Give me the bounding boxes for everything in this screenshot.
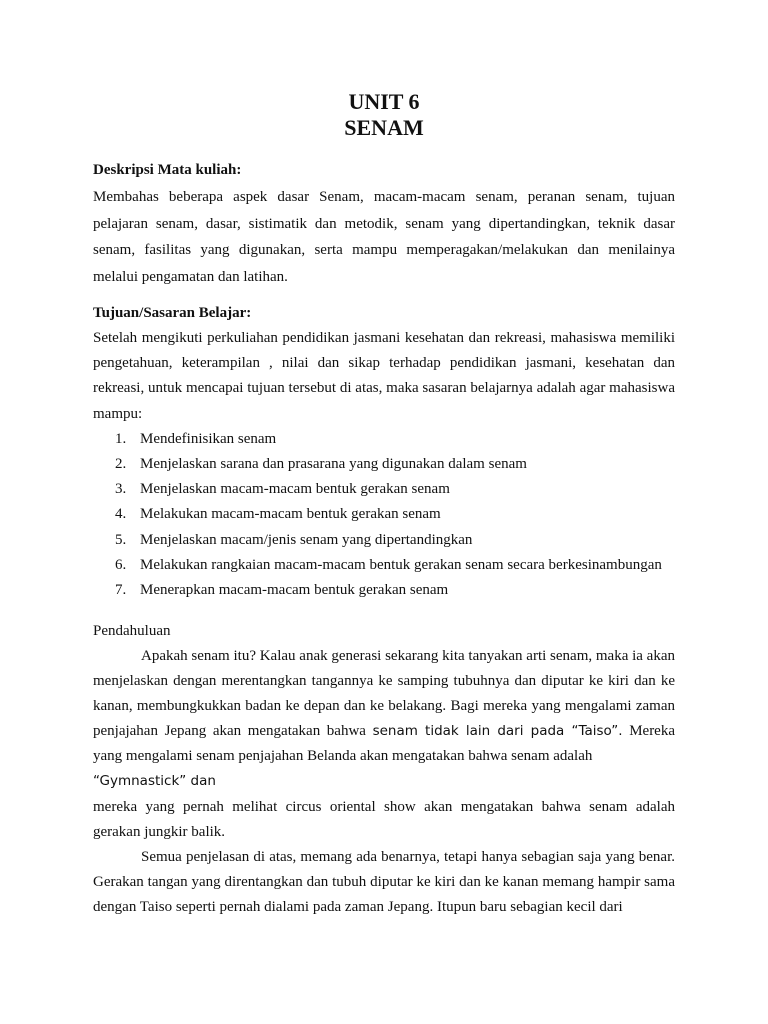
list-item bbox=[93, 427, 675, 452]
objectives-intro: Setelah mengikuti perkuliahan pendidikan jasmani kesehatan dan rekreasi, mahasiswa memiliki pengetahuan, keterampilan , nilai dan sikap terhadap pendidikan jasmani, kesehatan dan rekreasi, untuk mencapai tujuan tersebut di atas, maka sasaran belajarnya adalah agar mahasiswa mampu: bbox=[93, 330, 675, 422]
introduction-heading: Pendahuluan bbox=[93, 623, 171, 639]
list-text: Menjelaskan macam/jenis senam yang dipertandingkan bbox=[140, 531, 473, 548]
list-number: 4. bbox=[115, 506, 127, 523]
taiso-quote: senam tidak lain dari pada “Taiso”. bbox=[372, 723, 623, 740]
paragraph-text: Mereka yang mengalami senam penjajahan Belanda akan mengatakan bahwa senam adalah bbox=[93, 723, 676, 765]
objectives-section bbox=[93, 303, 675, 603]
objectives-heading: Tujuan/Sasaran Belajar: bbox=[93, 305, 252, 321]
list-text: Mendefinisikan senam bbox=[140, 430, 277, 447]
list-text: Menerapkan macam-macam bentuk gerakan senam bbox=[140, 581, 449, 598]
objectives-list bbox=[93, 427, 675, 603]
description-heading: Deskripsi Mata kuliah: bbox=[93, 162, 242, 178]
list-number: 1. bbox=[115, 430, 127, 447]
gymnastick-quote: “Gymnastick” dan bbox=[93, 773, 216, 790]
list-item bbox=[93, 578, 675, 603]
list-item bbox=[93, 477, 675, 502]
list-number: 7. bbox=[115, 581, 127, 598]
description-section bbox=[93, 160, 675, 291]
list-text: Menjelaskan macam-macam bentuk gerakan senam bbox=[140, 481, 450, 498]
list-number: 3. bbox=[115, 481, 127, 498]
unit-title: UNIT 6 bbox=[348, 89, 420, 114]
introduction-section bbox=[93, 620, 675, 920]
list-number: 5. bbox=[115, 531, 127, 548]
list-number: 6. bbox=[115, 556, 127, 573]
list-item bbox=[93, 452, 675, 477]
list-item bbox=[93, 553, 675, 578]
list-item bbox=[93, 528, 675, 553]
description-text: Membahas beberapa aspek dasar Senam, macam-macam senam, peranan senam, tujuan pelajaran senam, dasar, sistimatik dan metodik, senam yang dipertandingkan, teknik dasar senam, fasilitas yang digunakan, serta mampu memperagakan/melakukan dan menilainya melalui pengamatan dan latihan. bbox=[93, 189, 675, 286]
paragraph-text: Apakah senam itu? Kalau anak generasi sekarang kita tanyakan arti senam, maka ia akan menjelaskan dengan merentangkan tangannya ke samping tubuhnya dan diputar ke kiri dan ke kanan, membungkukkan badan ke depan dan ke belakang. Bagi mereka yang mengalami zaman penjajahan Jepang akan mengatakan bahwa bbox=[93, 648, 675, 740]
list-text: Menjelaskan sarana dan prasarana yang digunakan dalam senam bbox=[140, 456, 527, 472]
introduction-paragraph-2: mereka yang pernah melihat circus oriental show akan mengatakan bahwa senam adalah gerakan jungkir balik. bbox=[93, 798, 675, 840]
unit-subtitle: SENAM bbox=[344, 115, 424, 140]
list-text: Melakukan macam-macam bentuk gerakan senam bbox=[140, 506, 441, 523]
introduction-paragraph-1 bbox=[93, 644, 675, 769]
gymnastick-line bbox=[93, 769, 675, 794]
list-text: Melakukan rangkaian macam-macam bentuk gerakan senam secara berkesinambungan bbox=[140, 556, 662, 573]
introduction-paragraph-3: Semua penjelasan di atas, memang ada benarnya, tetapi hanya sebagian saja yang benar. Gerakan tangan yang direntangkan dan tubuh diputar ke kiri dan ke kanan memang hampir sama dengan Taiso seperti pernah dialami pada zaman Jepang. Itupun baru sebagian kecil dari bbox=[93, 848, 675, 915]
list-item bbox=[93, 502, 675, 527]
list-number: 2. bbox=[115, 456, 127, 472]
